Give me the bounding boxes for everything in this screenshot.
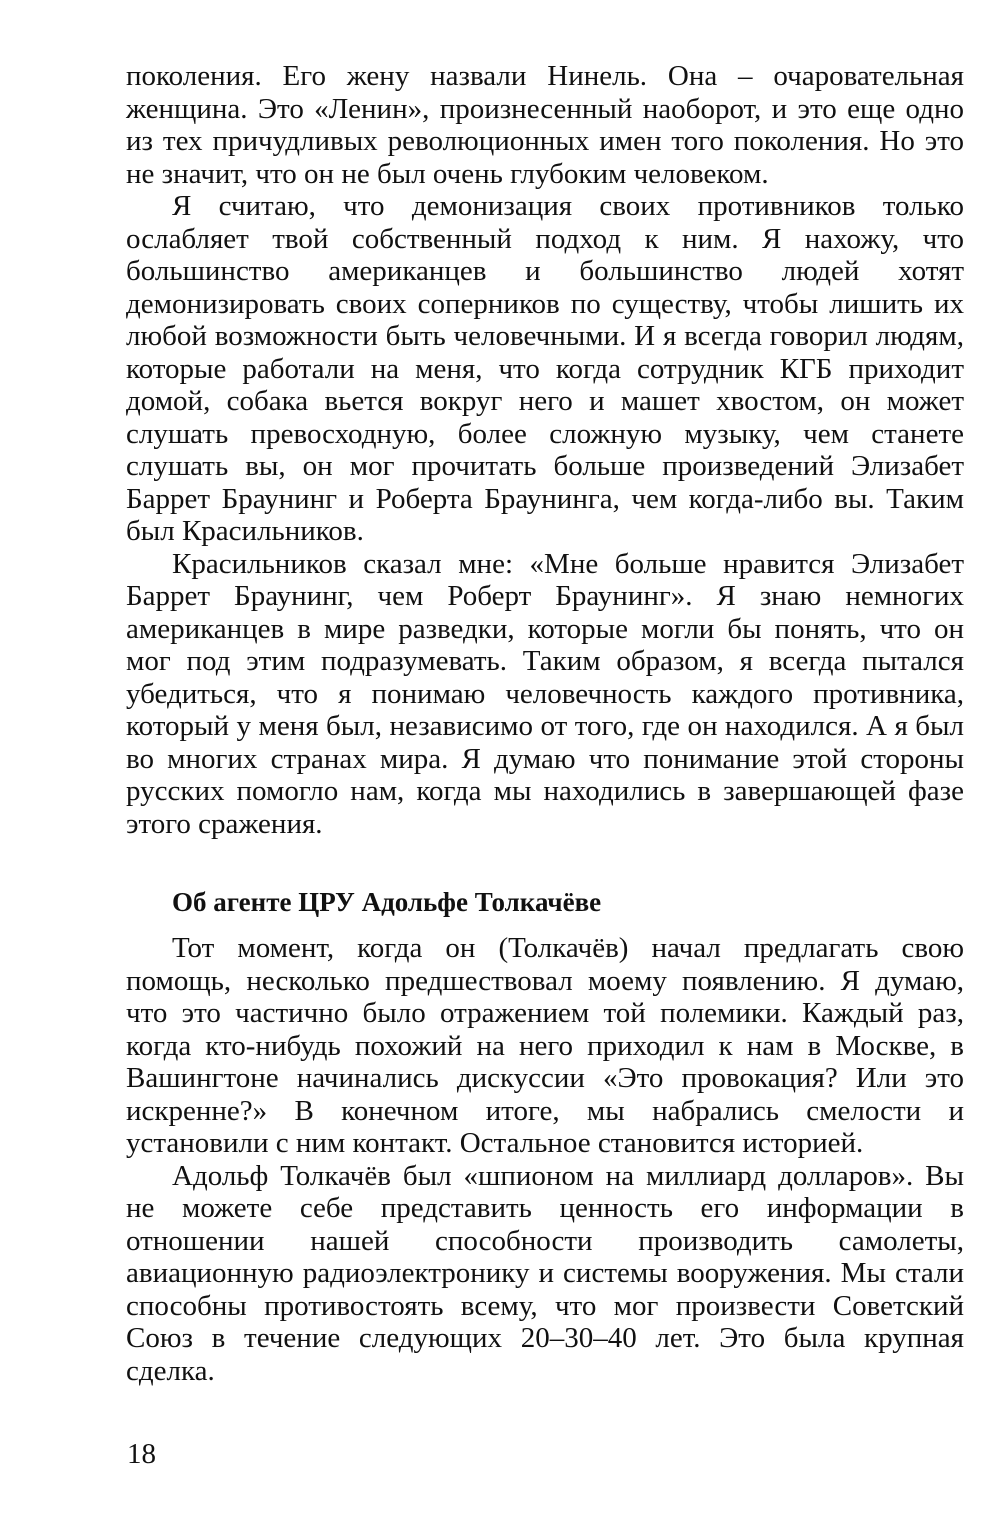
page-text-block — [126, 60, 964, 1387]
paragraph-continuation: поколения. Его жену назвали Нинель. Она – очаровательная женщина. Это «Ленин», произнесенный наоборот, и это еще одно из тех причудливых революционных имен того поколения. Но это не значит, что он не был очень глубоким человеком. — [126, 60, 964, 190]
page-number: 18 — [127, 1438, 156, 1470]
paragraph-demonization: Я считаю, что демонизация своих противников только ослабляет твой собственный подход к ним. Я нахожу, что большинство американцев и большинство людей хотят демонизировать своих соперников по существу, чтобы лишить их любой возможности быть человечными. И я всегда говорил людям, которые работали на меня, что когда сотрудник КГБ приходит домой, собака вьется вокруг него и машет хвостом, он может слушать превосходную, более сложную музыку, чем станете слушать вы, он мог прочитать больше произведений Элизабет Баррет Браунинг и Роберта Браунинга, чем когда-либо вы. Таким был Красильников. — [126, 190, 964, 547]
paragraph-krasilnikov: Красильников сказал мне: «Мне больше нравится Элизабет Баррет Браунинг, чем Роберт Браунинг». Я знаю немногих американцев в мире разведки, которые могли бы понять, что он мог под этим подразумевать. Таким образом, я всегда пытался убедиться, что я понимаю человечность каждого противника, который у меня был, независимо от того, где он находился. А я был во многих странах мира. Я думаю что понимание этой стороны русских помогло нам, когда мы находились в завершающей фазе этого сражения. — [126, 547, 964, 840]
section-heading: Об агенте ЦРУ Адольфе Толкачёве — [172, 887, 602, 917]
paragraph-tolkachev-contact: Тот момент, когда он (Толкачёв) начал предлагать свою помощь, несколько предшествовал моему появлению. Я думаю, что это частично было отражением той полемики. Каждый раз, когда кто-нибудь похожий на него приходил к нам в Москве, в Вашингтоне начинались дискуссии «Это провокация? Или это искренне?» В конечном итоге, мы набрались смелости и установили с ним контакт. Остальное становится историей. — [126, 932, 964, 1159]
paragraph-tolkachev-value: Адольф Толкачёв был «шпионом на миллиард долларов». Вы не можете себе представить ценность его информации в отношении нашей способности производить самолеты, авиационную радиоэлектронику и системы вооружения. Мы стали способны противостоять всему, что мог произвести Советский Союз в течение следующих 20–30–40 лет. Это была крупная сделка. — [126, 1159, 964, 1387]
